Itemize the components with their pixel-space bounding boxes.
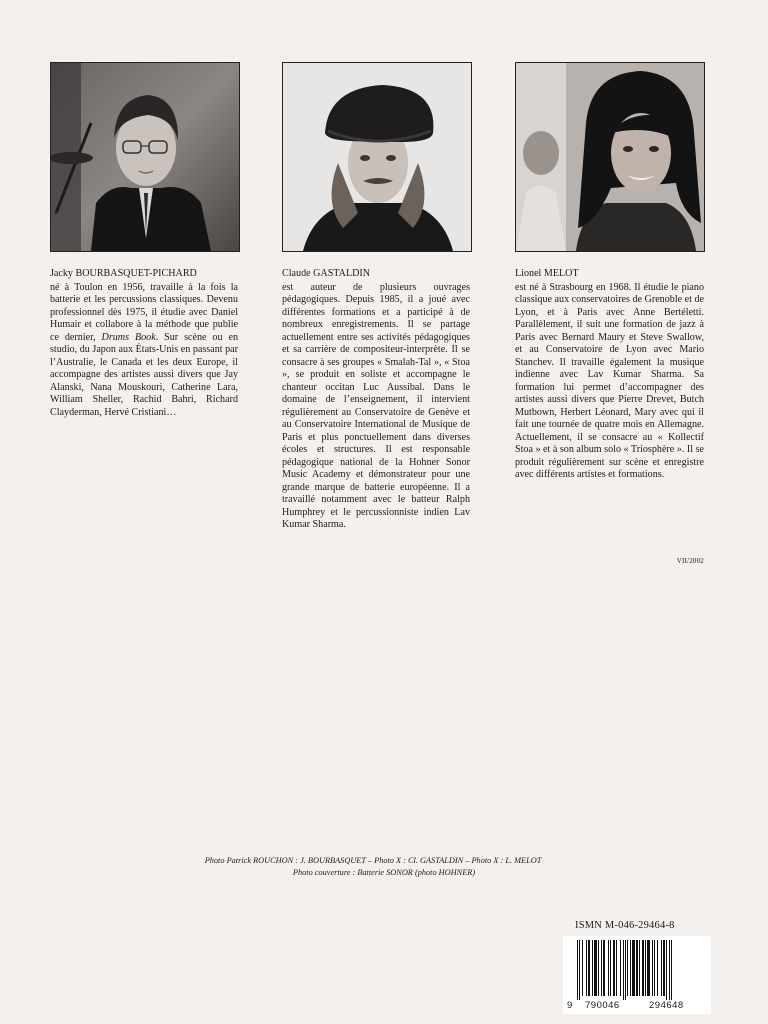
barcode-bar: [661, 940, 662, 996]
barcode-bar: [598, 940, 599, 996]
barcode-bar: [608, 940, 609, 996]
barcode-bar: [669, 940, 670, 1000]
barcode-bar: [616, 940, 617, 996]
barcode-bar: [577, 940, 578, 1000]
barcode-bar: [652, 940, 653, 996]
barcode-bar: [610, 940, 611, 996]
barcode-bar: [666, 940, 667, 1000]
barcode-bar: [630, 940, 631, 996]
photo-lionel-melot: [515, 62, 705, 252]
barcode-bar: [592, 940, 593, 996]
credits-line-1: Photo Patrick ROUCHON : J. BOURBASQUET – Photo X : Cl. GASTALDIN – Photo X : L. MELOT: [204, 856, 542, 865]
barcode-bar: [654, 940, 655, 996]
barcode-bar: [588, 940, 590, 996]
barcode-bar: [594, 940, 597, 996]
barcode-digits-left: 790046: [585, 1000, 620, 1011]
bio-name: Claude GASTALDIN: [282, 268, 371, 279]
bio-jacky-bourbasquet: [50, 268, 238, 419]
barcode-bar: [663, 940, 665, 996]
barcode-bar: [625, 940, 626, 1000]
barcode-bar: [586, 940, 587, 996]
barcode-bars: [563, 936, 711, 1000]
edition-date: VII/2002: [676, 557, 704, 565]
bio-text: est né à Strasbourg en 1968. Il étudie le piano classique aux conservatoires de Grenoble et de Lyon, et à Paris avec Anne Bertéletti. Parallèlement, il suit une formation de jazz à Paris avec Bernard Maury et Steve Swallow, et au Conservatoire de Lyon avec Mario Stanchev. Il travaille également la musique indienne avec Lav Kumar Sharma. Sa formation lui permet d’accompagner des artistes aussi divers que Pierre Drevet, Butch Mutbown, Herbert Léonard, Mary avec qui il fait une tournée de quatre mois en Allemagne. Actuellement, il se consacre au « Kollectif Stoa » et à son album solo « Triosphère ». Il se produit régulièrement sur scène et enregistre avec différents artistes et formations.: [515, 281, 704, 480]
photo-claude-gastaldin: [282, 62, 472, 252]
barcode-bar: [623, 940, 624, 1000]
barcode-bar: [603, 940, 605, 996]
barcode-bar: [632, 940, 635, 996]
barcode-bar: [642, 940, 644, 996]
barcode-digits-right: 294648: [649, 1000, 684, 1011]
barcode-bar: [636, 940, 638, 996]
barcode-bar: [647, 940, 650, 996]
credits-line-2: Photo couverture : Batterie SONOR (photo HOHNER): [292, 868, 476, 877]
barcode-bar: [639, 940, 640, 996]
barcode-bar: [657, 940, 658, 996]
barcode-bar: [582, 940, 583, 996]
barcode-bar: [601, 940, 602, 996]
bio-claude-gastaldin: [282, 268, 470, 532]
ismn-number: ISMN M-046-29464-8: [575, 920, 675, 931]
bio-name: Lionel MELOT: [515, 268, 579, 279]
barcode-digit-first: 9: [567, 1000, 573, 1011]
bio-text: né à Toulon en 1956, travaille à la fois la batterie et les percussions classiques. Devenu professionnel dès 1975, il étudie avec Daniel Humair et collabore à la méthode que publie ce dernier, Drums Book. Sur scène ou en studio, du Japon aux États-Unis en passant par l’Australie, le Canada et les deux Europe, il accompagne des artistes aussi divers que Jay Alanski, Nana Mouskouri, Catherine Lara, William Sheller, Rachid Bahri, Richard Clayderman, Hervé Cristiani…: [50, 281, 238, 418]
barcode-bar: [671, 940, 672, 1000]
barcode-bar: [627, 940, 628, 996]
barcode: [563, 936, 711, 1014]
bio-lionel-melot: [515, 268, 704, 482]
barcode-bar: [579, 940, 580, 1000]
barcode-bar: [645, 940, 646, 996]
bio-text: est auteur de plusieurs ouvrages pédagogiques. Depuis 1985, il a joué avec différentes formations et a participé à de nombreux enregistrements. Il se partage actuellement entre ses activités pédagogiques et sa carrière de compositeur-interprète. Il se consacre à ses groupes « Smalah-Tal », « Stoa », se produit en soliste et accompagne le chanteur occitan Luc Aussibal. Dans le domaine de l’enseignement, il intervient régulièrement au Conservatoire de Genève et au Conservatoire International de Musique de Paris et plus ponctuellement dans diverses écoles et structures. Il est responsable pédagogique national de la Hohner Sonor Music Academy et démonstrateur pour une grande marque de batterie européenne. Il a travaillé notamment avec le batteur Ralph Humphrey et le percussionniste indien Lav Kumar Sharma.: [282, 281, 470, 530]
bio-name: Jacky BOURBASQUET-PICHARD: [50, 268, 197, 279]
photo-credits: [0, 855, 768, 879]
barcode-bar: [613, 940, 615, 996]
barcode-bar: [620, 940, 621, 996]
photo-jacky-bourbasquet: [50, 62, 240, 252]
